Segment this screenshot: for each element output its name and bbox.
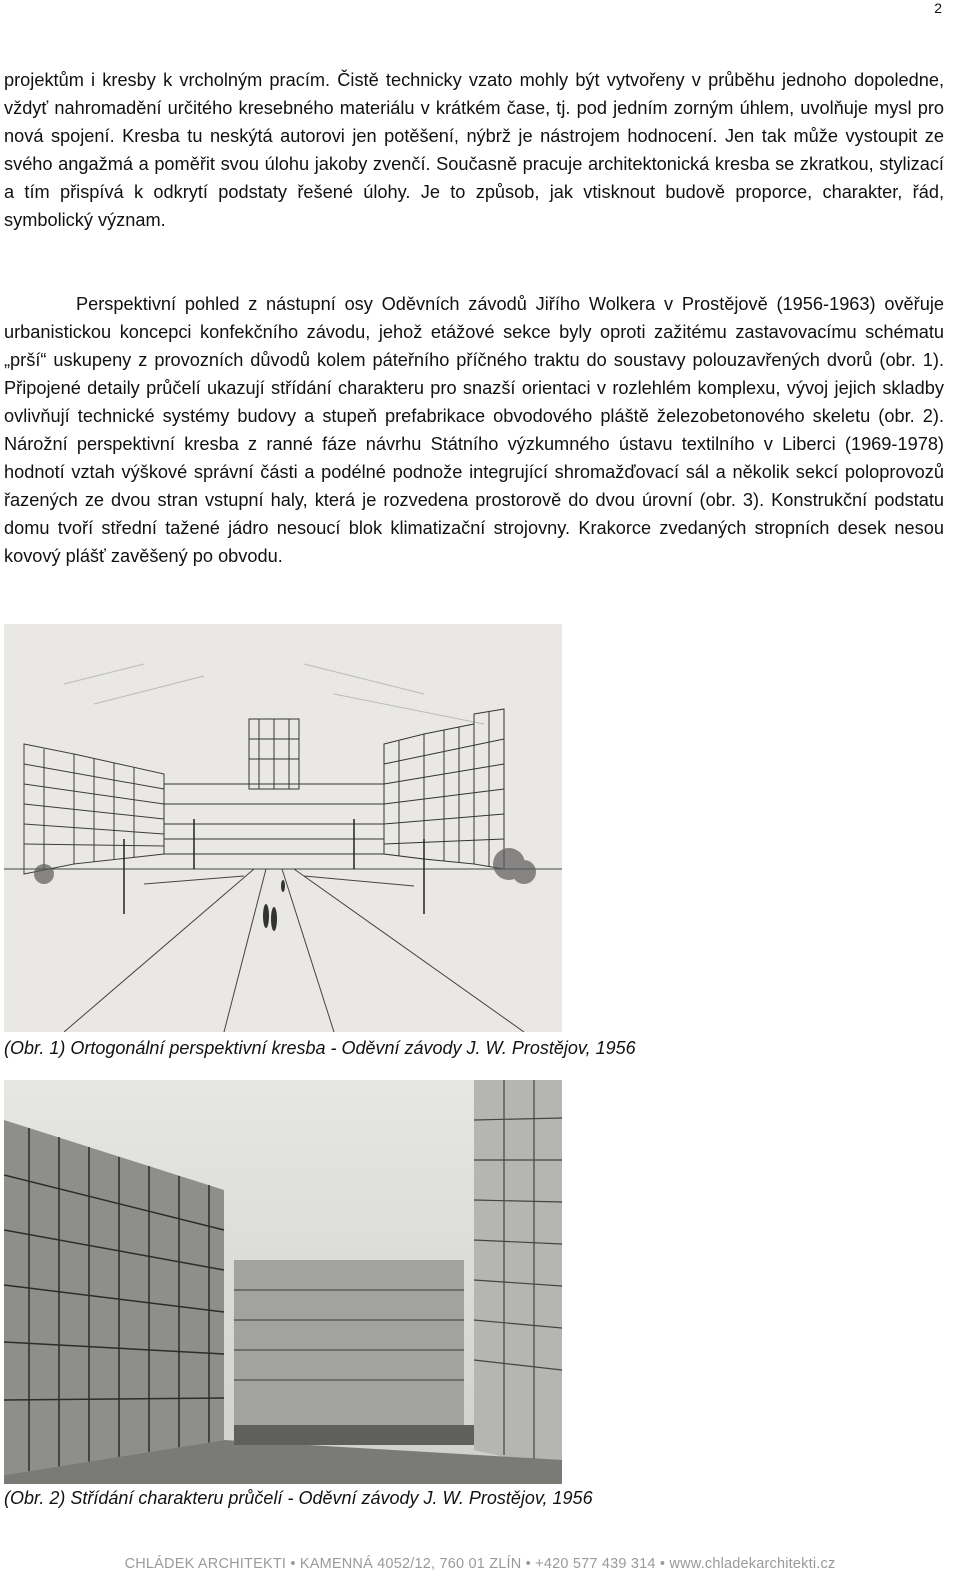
figure-1-caption: (Obr. 1) Ortogonální perspektivní kresba - Oděvní závody J. W. Prostějov, 1956: [4, 1038, 636, 1058]
figure-1-sketch: [4, 624, 562, 1032]
page-number: 2: [934, 0, 942, 16]
building-facade-photo-illustration: [4, 1080, 562, 1484]
perspective-sketch-illustration: [4, 624, 562, 1032]
body-paragraph: Perspektivní pohled z nástupní osy Oděvních závodů Jiřího Wolkera v Prostějově (1956-1963) ověřuje urbanistickou koncepci konfekčního závodu, jehož etážové sekce byly oproti zažitému zastavovacímu schématu „prší“ uskupeny z provozních důvodů kolem páteřního příčného traktu do soustavy polouzavřených dvorů (obr. 1). Připojené detaily průčelí ukazují střídání charakteru pro snazší orientaci v rozlehlém komplexu, vývoj jejich skladby ovlivňují technické systémy budovy a stupeň prefabrikace obvodového pláště železobetonového skeletu (obr. 2). Nárožní perspektivní kresba z ranné fáze návrhu Státního výzkumného ústavu textilního v Liberci (1969-1978) hodnotí vztah výškové správní části a podélné podnože integrující shromažďovací sál a několik sekcí poloprovozů řazených ze dvou stran vstupní haly, která je rozvedena prostorově do dvou úrovní (obr. 3). Konstrukční podstatu domu tvoří střední tažené jádro nesoucí blok klimatizační strojovny. Krakorce zvedaných stropních desek nesou kovový plášť zavěšený po obvodu.: [4, 294, 944, 566]
figure-2-photo: [4, 1080, 562, 1484]
body-paragraph: projektům i kresby k vrcholným pracím. Čistě technicky vzato mohly být vytvořeny v průběhu jednoho dopoledne, vždyť nahromadění určitého kresebného materiálu v krátkém čase, tj. pod jedním zorným úhlem, uvolňuje mysl pro nová spojení. Kresba tu neskýtá autorovi jen potěšení, nýbrž je nástrojem hodnocení. Jen tak může vystoupit ze svého angažmá a poměřit svou úlohu jakoby zvenčí. Současně pracuje architektonická kresba se zkratkou, stylizací a tím přispívá k odkrytí podstaty řešené úlohy. Je to způsob, jak vtisknout budově proporce, charakter, řád, symbolický význam.: [4, 70, 944, 230]
figure-2-caption: (Obr. 2) Střídání charakteru průčelí - Oděvní závody J. W. Prostějov, 1956: [4, 1488, 593, 1508]
page-footer: CHLÁDEK ARCHITEKTI • KAMENNÁ 4052/12, 760 01 ZLÍN • +420 577 439 314 • www.chladekarchitekti.cz: [124, 1556, 836, 1572]
